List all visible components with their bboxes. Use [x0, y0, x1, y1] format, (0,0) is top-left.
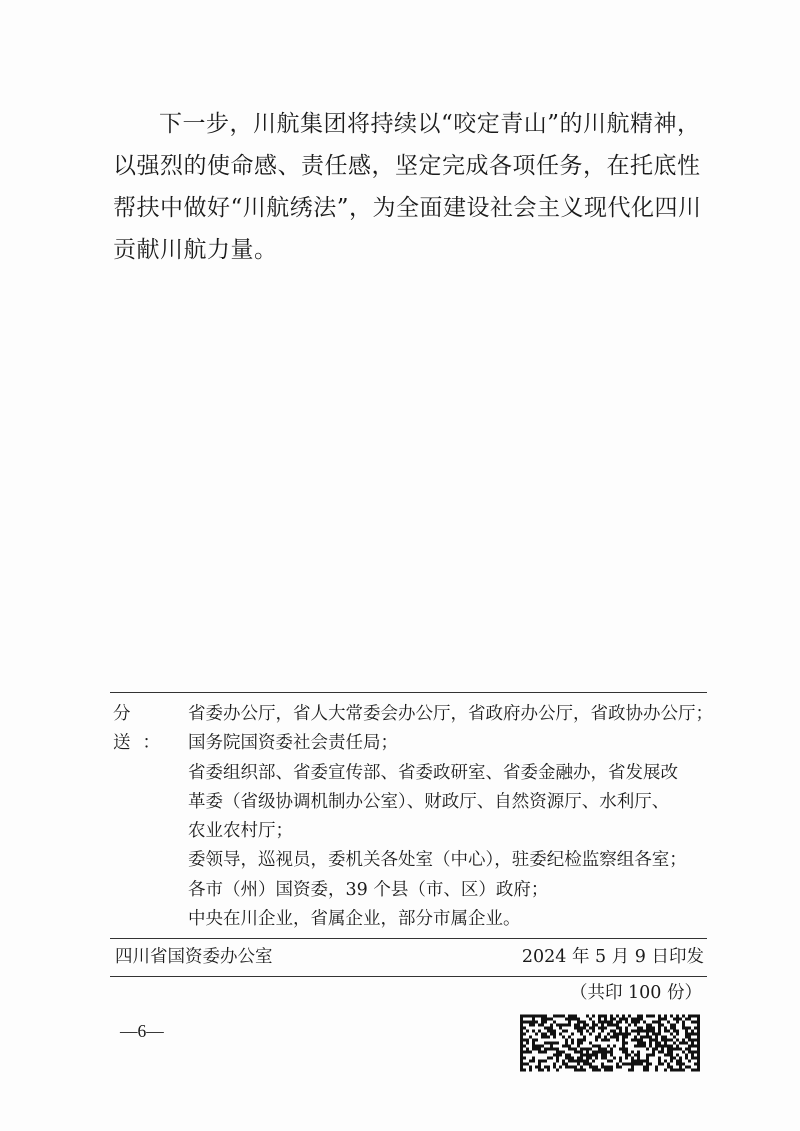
distribution-line: 委领导，巡视员，委机关各处室（中心），驻委纪检监察组各室；	[188, 850, 687, 871]
page-number: —6—	[120, 1021, 164, 1041]
issue-date: 2024 年 5 月 9 日印发	[521, 947, 704, 967]
middle-divider	[110, 938, 707, 939]
distribution-line: 省委组织部、省委宣传部、省委政研室、省委金融办，省发展改	[188, 762, 678, 783]
distribution-line: 国务院国资委社会责任局；	[188, 733, 398, 754]
distribution-list	[188, 700, 713, 934]
issuer-name: 四川省国资委办公室	[115, 947, 273, 967]
bottom-divider	[110, 976, 707, 977]
distribution-label: 分 送：	[113, 704, 172, 754]
distribution-block	[113, 700, 713, 934]
distribution-line: 省委办公厅，省人大常委会办公厅，省政府办公厅，省政协办公厅；	[188, 704, 713, 724]
distribution-line: 农业农村厅；	[188, 821, 293, 842]
distribution-line: 革委（省级协调机制办公室）、财政厅、自然资源厅、水利厅、	[188, 791, 670, 812]
print-copies: （共印 100 份）	[569, 983, 702, 1003]
top-divider	[110, 692, 707, 693]
distribution-line: 各市（州）国资委，39 个县（市、区）政府；	[188, 879, 549, 900]
2d-barcode-icon	[520, 1014, 700, 1072]
body-paragraph: 下一步，川航集团将持续以“咬定青山”的川航精神，以强烈的使命感、责任感，坚定完成各项任务，在托底性帮扶中做好“川航绣法”，为全面建设社会主义现代化四川贡献川航力量。	[113, 111, 702, 263]
distribution-line: 中央在川企业，省属企业，部分市属企业。	[188, 909, 521, 930]
